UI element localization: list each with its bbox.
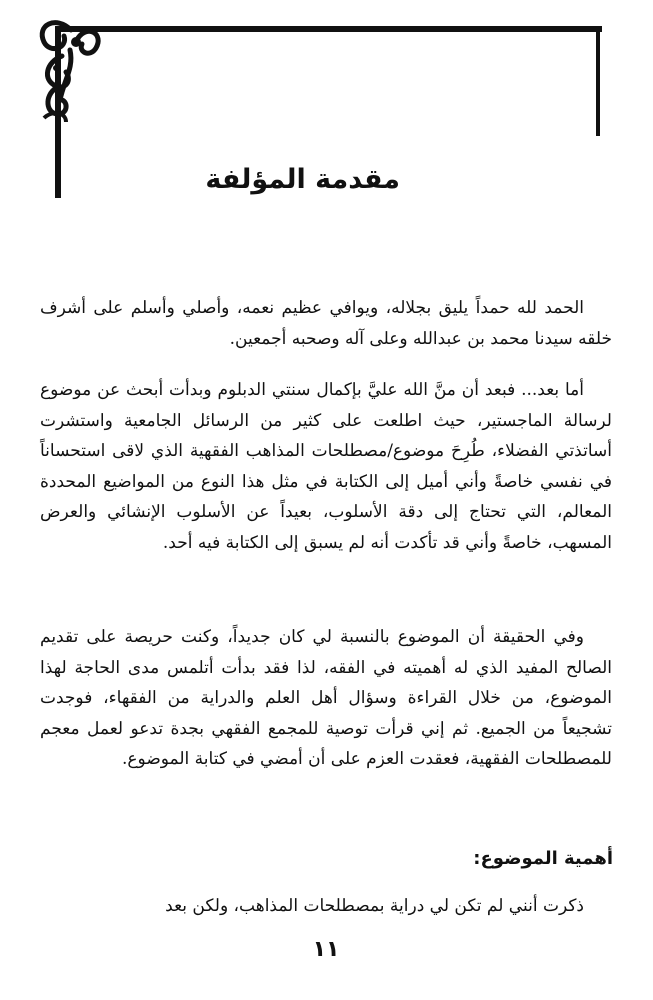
paragraph-praise [40, 293, 612, 354]
paragraph-text: أما بعد... فبعد أن منَّ الله عليَّ بإكمال سنتي الدبلوم وبدأت أبحث عن موضوع لرسالة الماجستير، حيث اطلعت على كثير من الرسائل الجامعية واستشرت أساتذتي الفضلاء، طُرِحَ موضوع/مصطلحات المذاهب الفقهية الذي لاقى استحساناً في نفسي خاصةً وأني أميل إلى الكتابة في مثل هذا النوع من المواضيع المحددة المعالم، التي تحتاج إلى دقة الأسلوب، بعيداً عن الأسلوب الإنشائي والعرض المسهب، خاصةً وأني قد تأكدت أنه لم يسبق إلى الكتابة فيه أحد. [40, 380, 612, 553]
frame-right-border [596, 26, 600, 136]
paragraph-text: ذكرت أنني لم تكن لي دراية بمصطلحات المذاهب، ولكن بعد [165, 896, 584, 916]
page-number: ١١ [312, 937, 340, 962]
paragraph-topic-need [40, 622, 612, 775]
paragraph-text: الحمد لله حمداً يليق بجلاله، ويوافي عظيم نعمه، وأصلي وأسلم على أشرف خلقه سيدنا محمد بن عبدالله وعلى آله وصحبه أجمعين. [40, 298, 612, 349]
page-title: مقدمة المؤلفة [205, 164, 400, 195]
paragraph-importance-start [40, 891, 612, 922]
floral-corner-ornament-icon [26, 10, 104, 128]
section-heading-importance: أهمية الموضوع: [473, 848, 613, 869]
paragraph-topic-choice [40, 375, 612, 559]
frame-top-border [55, 26, 602, 32]
paragraph-text: وفي الحقيقة أن الموضوع بالنسبة لي كان جديداً، وكنت حريصة على تقديم الصالح المفيد الذي له أهميته في الفقه، لذا فقد بدأت أتلمس مدى الحاجة لهذا الموضوع، من خلال القراءة وسؤال أهل العلم والدراية من الفقهاء، فوجدت تشجيعاً من الجميع. ثم إني قرأت توصية للمجمع الفقهي بجدة تدعو لعمل معجم للمصطلحات الفقهية، فعقدت العزم على أن أمضي في كتابة الموضوع. [40, 627, 612, 770]
